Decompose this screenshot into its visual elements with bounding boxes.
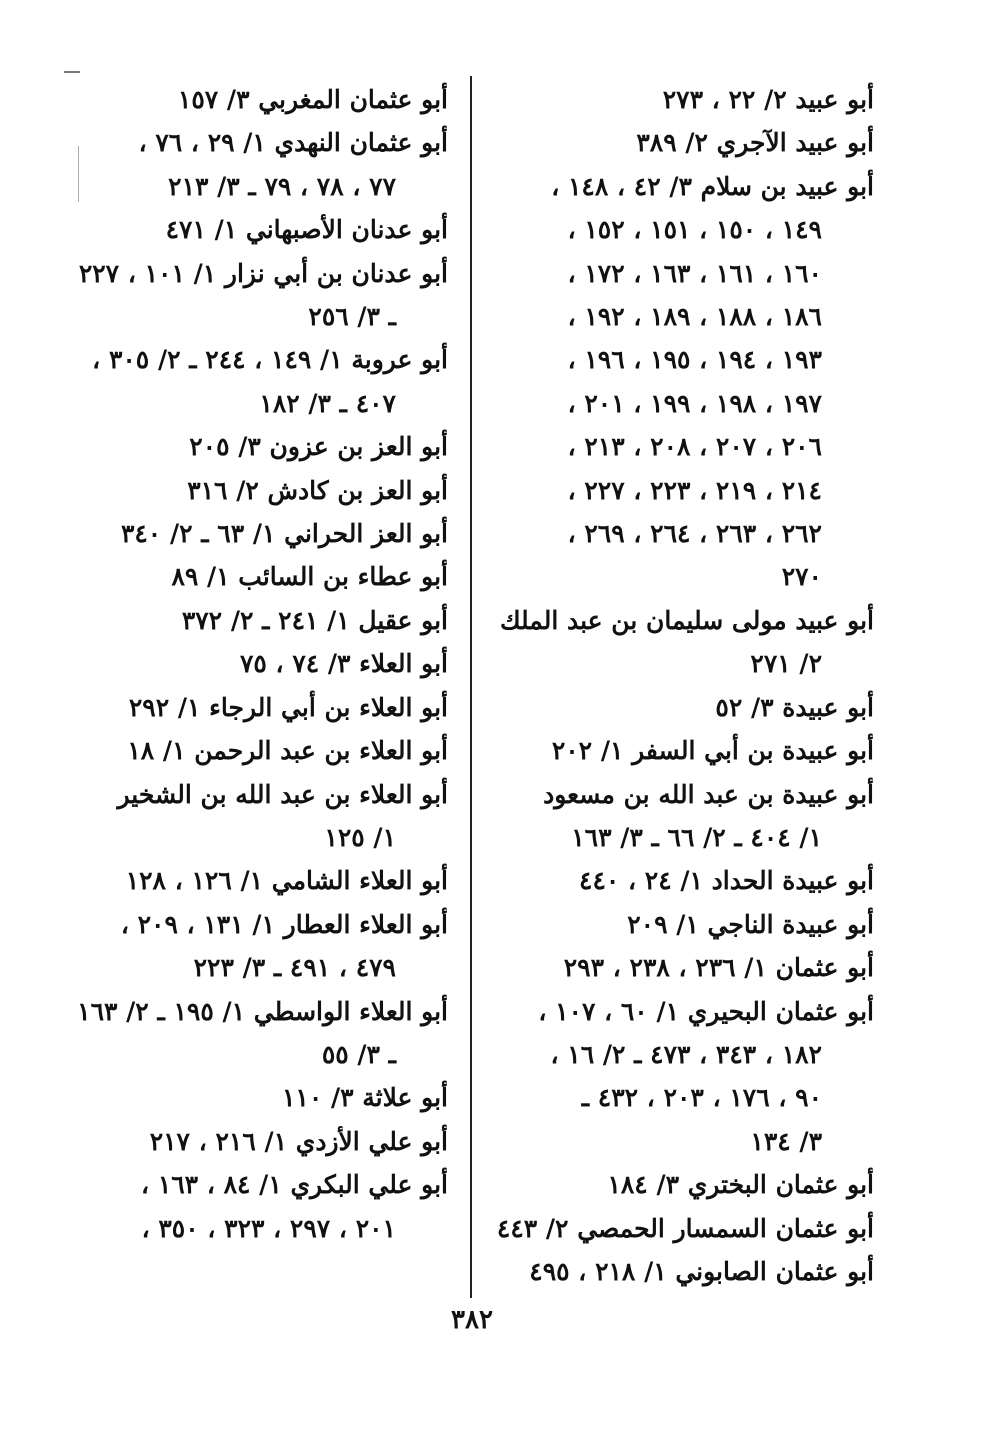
index-entry	[82, 599, 448, 642]
column-divider	[470, 76, 472, 1298]
entry-continuation-line: ١٩٣ ، ١٩٤ ، ١٩٥ ، ١٩٦ ،	[567, 345, 822, 375]
index-entry	[509, 729, 874, 772]
entry-heading-line: أبو عبيدة بن عبد الله بن مسعود	[543, 779, 874, 809]
entry-continuation-line: ١/ ٤٠٤ ـ ٢/ ٦٦ ـ ٣/ ١٦٣	[571, 822, 822, 852]
entry-continuation-line: ٧٧ ، ٧٨ ، ٧٩ ـ ٣/ ٢١٣	[168, 171, 396, 201]
index-column-left	[77, 78, 448, 1250]
entry-continuation-line: ١/ ١٢٥	[324, 822, 396, 852]
entry-heading-line: أبو عدنان بن أبي نزار ١/ ١٠١ ، ٢٢٧	[78, 258, 448, 288]
entry-continuation-line: ٢٦٢ ، ٢٦٣ ، ٢٦٤ ، ٢٦٩ ،	[567, 519, 822, 549]
index-entry	[82, 512, 448, 555]
entry-continuation-line: ٣/ ١٣٤	[750, 1126, 822, 1156]
index-entry	[82, 773, 448, 860]
index-entry	[499, 599, 874, 686]
entry-heading-line: أبو عثمان البحيري ١/ ٦٠ ، ١٠٧ ،	[538, 996, 874, 1026]
index-entry	[509, 990, 874, 1164]
index-entry	[509, 686, 874, 729]
index-entry	[496, 1207, 874, 1250]
page-number: ٣٨٢	[451, 1305, 493, 1335]
entry-heading-line: أبو عثمان النهدي ١/ ٢٩ ، ٧٦ ،	[138, 128, 448, 158]
index-entry	[82, 686, 448, 729]
entry-heading-line: أبو عبيد ٢/ ٢٢ ، ٢٧٣	[662, 85, 874, 114]
scan-mark	[64, 71, 80, 73]
entry-continuation-line: ١٤٩ ، ١٥٠ ، ١٥١ ، ١٥٢ ،	[567, 215, 822, 245]
entry-continuation-line: ـ ٣/ ٥٥	[321, 1039, 396, 1069]
entry-continuation-line: ٢٧٠	[781, 562, 822, 592]
entry-heading-line: أبو عثمان البختري ٣/ ١٨٤	[607, 1170, 874, 1200]
index-entry	[509, 78, 874, 121]
entry-heading-line: أبو عبيد الآجري ٢/ ٣٨٩	[636, 128, 874, 158]
entry-heading-line: أبو عبيد بن سلام ٣/ ٤٢ ، ١٤٨ ،	[551, 171, 874, 201]
index-entry	[82, 1076, 448, 1119]
entry-heading-line: أبو العلاء ٣/ ٧٤ ، ٧٥	[239, 649, 448, 679]
entry-continuation-line: ٢٠٦ ، ٢٠٧ ، ٢٠٨ ، ٢١٣ ،	[567, 432, 822, 462]
index-entry	[509, 1163, 874, 1206]
entry-heading-line: أبو عروبة ١/ ١٤٩ ، ٢٤٤ ـ ٢/ ٣٠٥ ،	[92, 345, 448, 375]
index-entry	[82, 208, 448, 251]
entry-continuation-line: ١٨٢ ، ٣٤٣ ، ٤٧٣ ـ ٢/ ١٦ ،	[550, 1039, 822, 1069]
index-entry	[82, 78, 448, 121]
index-entry	[509, 859, 874, 902]
entry-continuation-line: ـ ٣/ ٢٥٦	[308, 302, 396, 332]
entry-heading-line: أبو العز بن عزون ٣/ ٢٠٥	[189, 432, 448, 462]
entry-continuation-line: ١٦٠ ، ١٦١ ، ١٦٣ ، ١٧٢ ،	[567, 258, 822, 288]
index-entry	[509, 773, 874, 860]
entry-continuation-line: ٢١٤ ، ٢١٩ ، ٢٢٣ ، ٢٢٧ ،	[567, 475, 822, 505]
entry-heading-line: أبو العلاء بن عبد الله بن الشخير	[117, 779, 448, 809]
entry-heading-line: أبو عبيدة بن أبي السفر ١/ ٢٠٢	[551, 736, 874, 766]
index-entry	[82, 1120, 448, 1163]
index-entry	[82, 642, 448, 685]
entry-heading-line: أبو عثمان المغربي ٣/ ١٥٧	[177, 85, 448, 114]
entry-continuation-line: ١٩٧ ، ١٩٨ ، ١٩٩ ، ٢٠١ ،	[567, 388, 822, 418]
entry-heading-line: أبو العز الحراني ١/ ٦٣ ـ ٢/ ٣٤٠	[120, 519, 448, 549]
entry-continuation-line: ٢/ ٢٧١	[750, 649, 822, 679]
index-column-right	[496, 78, 874, 1293]
index-entry	[82, 903, 448, 990]
entry-heading-line: أبو العلاء الواسطي ١/ ١٩٥ ـ ٢/ ١٦٣	[77, 996, 448, 1026]
index-entry	[509, 903, 874, 946]
index-entry	[82, 121, 448, 208]
entry-heading-line: أبو عبيد مولى سليمان بن عبد الملك	[499, 605, 874, 635]
index-entry	[509, 121, 874, 164]
entry-heading-line: أبو عدنان الأصبهاني ١/ ٤٧١	[165, 215, 448, 245]
entry-continuation-line: ٩٠ ، ١٧٦ ، ٢٠٣ ، ٤٣٢ ـ	[581, 1083, 822, 1113]
index-entry	[509, 946, 874, 989]
entry-continuation-line: ٤٠٧ ـ ٣/ ١٨٢	[259, 388, 396, 418]
entry-heading-line: أبو عبيدة ٣/ ٥٢	[715, 692, 874, 722]
entry-heading-line: أبو عقيل ١/ ٢٤١ ـ ٢/ ٣٧٢	[181, 605, 448, 635]
entry-continuation-line: ١٨٦ ، ١٨٨ ، ١٨٩ ، ١٩٢ ،	[567, 302, 822, 332]
entry-heading-line: أبو علي الأزدي ١/ ٢١٦ ، ٢١٧	[149, 1126, 448, 1156]
index-entry	[82, 729, 448, 772]
entry-heading-line: أبو العلاء بن أبي الرجاء ١/ ٢٩٢	[128, 692, 448, 722]
entry-continuation-line: ٤٧٩ ، ٤٩١ ـ ٣/ ٢٢٣	[193, 953, 396, 983]
entry-heading-line: أبو العلاء الشامي ١/ ١٢٦ ، ١٢٨	[125, 866, 448, 896]
index-entry	[82, 555, 448, 598]
entry-heading-line: أبو العلاء بن عبد الرحمن ١/ ١٨	[127, 736, 448, 766]
index-entry	[82, 859, 448, 902]
entry-continuation-line: ٢٠١ ، ٢٩٧ ، ٣٢٣ ، ٣٥٠ ،	[141, 1213, 396, 1243]
index-entry	[82, 425, 448, 468]
entry-heading-line: أبو عثمان ١/ ٢٣٦ ، ٢٣٨ ، ٢٩٣	[563, 953, 874, 983]
entry-heading-line: أبو عثمان السمسار الحمصي ٢/ ٤٤٣	[496, 1213, 874, 1243]
entry-heading-line: أبو العز بن كادش ٢/ ٣١٦	[187, 475, 448, 505]
entry-heading-line: أبو عطاء بن السائب ١/ ٨٩	[171, 562, 448, 592]
index-entry	[78, 252, 448, 339]
index-entry	[77, 990, 448, 1077]
entry-heading-line: أبو عثمان الصابوني ١/ ٢١٨ ، ٤٩٥	[529, 1256, 874, 1286]
index-entry	[509, 1250, 874, 1293]
scan-mark	[78, 146, 79, 202]
index-entry	[82, 469, 448, 512]
index-entry	[82, 1163, 448, 1250]
entry-heading-line: أبو علاثة ٣/ ١١٠	[282, 1083, 448, 1113]
entry-heading-line: أبو عبيدة الناجي ١/ ٢٠٩	[627, 909, 874, 939]
entry-heading-line: أبو العلاء العطار ١/ ١٣١ ، ٢٠٩ ،	[120, 909, 448, 939]
entry-heading-line: أبو علي البكري ١/ ٨٤ ، ١٦٣ ،	[141, 1170, 448, 1200]
index-entry	[509, 165, 874, 599]
index-entry	[82, 338, 448, 425]
entry-heading-line: أبو عبيدة الحداد ١/ ٢٤ ، ٤٤٠	[579, 866, 874, 896]
